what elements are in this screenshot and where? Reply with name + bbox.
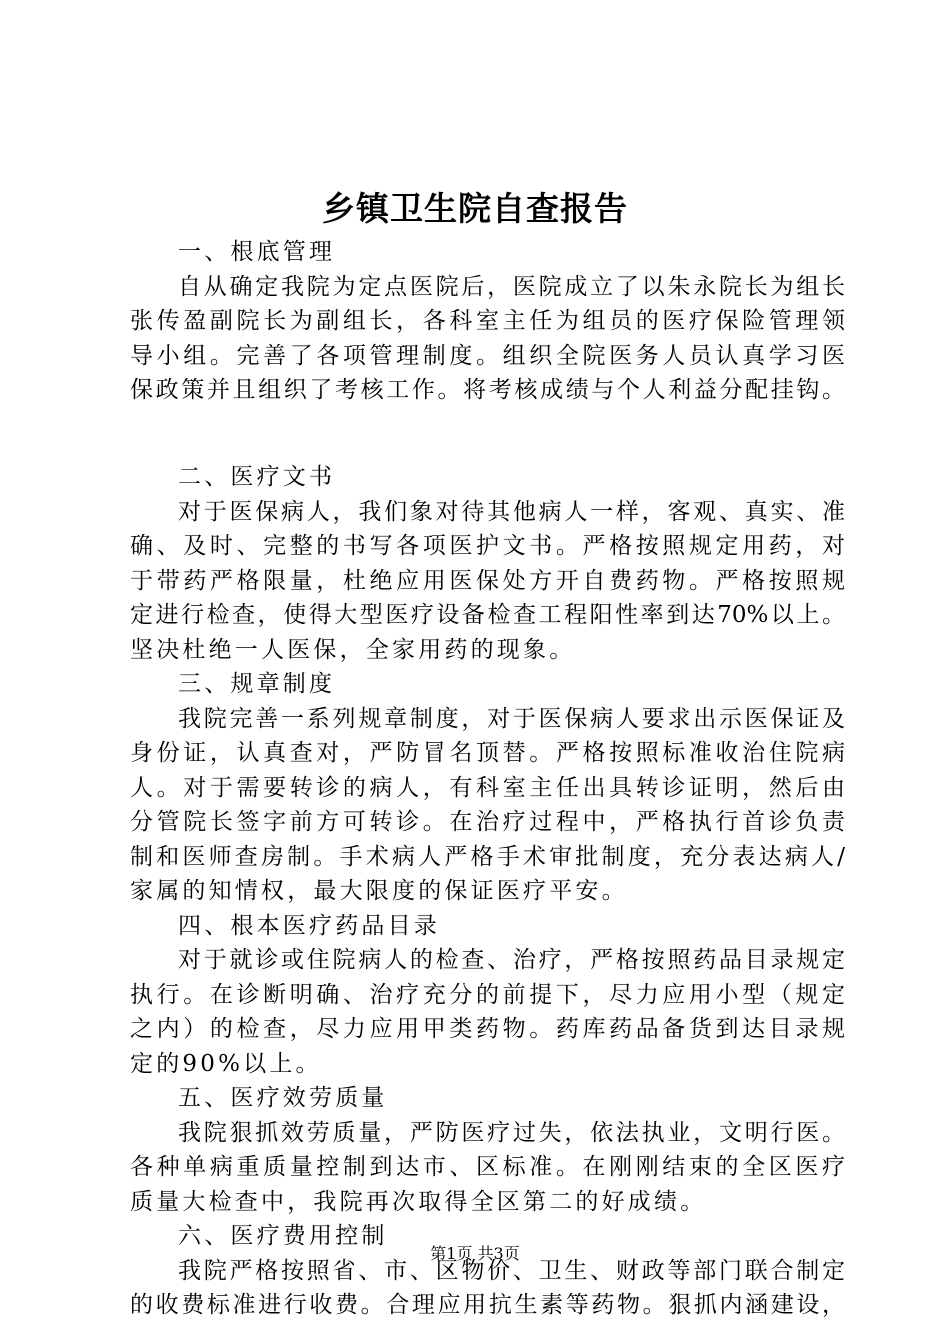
page-footer: 第1页 共3页 (430, 1244, 520, 1263)
paragraph-line: 于带药严格限量，杜绝应用医保处方开自费药物。严格按照规 (130, 567, 845, 594)
paragraph-spacer (130, 426, 845, 461)
paragraph-line: 我院严格按照省、市、区物价、卫生、财政等部门联合制定 (178, 1257, 845, 1284)
paragraph-line: 各种单病重质量控制到达市、区标准。在刚刚结束的全区医疗 (130, 1154, 845, 1180)
paragraph-line: 确、及时、完整的书写各项医护文书。严格按照规定用药，对 (130, 533, 845, 559)
paragraph-line: 导小组。完善了各项管理制度。组织全院医务人员认真学习医 (130, 342, 845, 369)
section-heading-2: 二、医疗文书 (178, 464, 336, 490)
paragraph-line: 的收费标准进行收费。合理应用抗生素等药物。狠抓内涵建设， (130, 1292, 845, 1318)
paragraph-line: 人。对于需要转诊的病人，有科室主任出具转诊证明，然后由 (130, 774, 845, 801)
paragraph-line: 分管院长签字前方可转诊。在治疗过程中，严格执行首诊负责 (130, 809, 845, 835)
paragraph-line: 保政策并且组织了考核工作。将考核成绩与个人利益分配挂钩。 (130, 377, 845, 403)
paragraph-line: 张传盈副院长为副组长，各科室主任为组员的医疗保险管理领 (130, 308, 845, 334)
section-heading-1: 一、根底管理 (178, 239, 336, 265)
paragraph-line: 我院完善一系列规章制度，对于医保病人要求出示医保证及 (178, 705, 845, 732)
paragraph-line: 制和医师查房制。手术病人严格手术审批制度，充分表达病人/ (130, 843, 845, 870)
section-heading-4: 四、根本医疗药品目录 (178, 912, 440, 939)
page-title: 乡镇卫生院自查报告 (322, 189, 628, 228)
document-body (130, 235, 845, 1323)
paragraph-line: 之内）的检查，尽力应用甲类药物。药库药品备货到达目录规 (130, 1016, 845, 1042)
paragraph-line: 定进行检查，使得大型医疗设备检查工程阳性率到达70%以上。 (130, 602, 845, 628)
section-heading-6: 六、医疗费用控制 (178, 1223, 388, 1249)
paragraph-line: 质量大检查中，我院再次取得全区第二的好成绩。 (130, 1188, 707, 1215)
paragraph-line: 执行。在诊断明确、治疗充分的前提下，尽力应用小型（规定 (130, 981, 845, 1008)
paragraph-line: 身份证，认真查对，严防冒名顶替。严格按照标准收治住院病 (130, 740, 845, 766)
paragraph-line: 定的90%以上。 (130, 1050, 322, 1077)
paragraph-line: 我院狠抓效劳质量，严防医疗过失，依法执业，文明行医。 (178, 1119, 845, 1146)
section-heading-3: 三、规章制度 (178, 671, 336, 697)
paragraph-line: 对于医保病人，我们象对待其他病人一样，客观、真实、准 (178, 498, 845, 525)
paragraph-line: 坚决杜绝一人医保，全家用药的现象。 (130, 636, 576, 663)
paragraph-line: 对于就诊或住院病人的检查、治疗，严格按照药品目录规定 (178, 947, 845, 973)
paragraph-line: 家属的知情权，最大限度的保证医疗平安。 (130, 878, 628, 904)
paragraph-line: 自从确定我院为定点医院后，医院成立了以朱永院长为组长 (178, 273, 845, 300)
section-heading-5: 五、医疗效劳质量 (178, 1085, 388, 1111)
